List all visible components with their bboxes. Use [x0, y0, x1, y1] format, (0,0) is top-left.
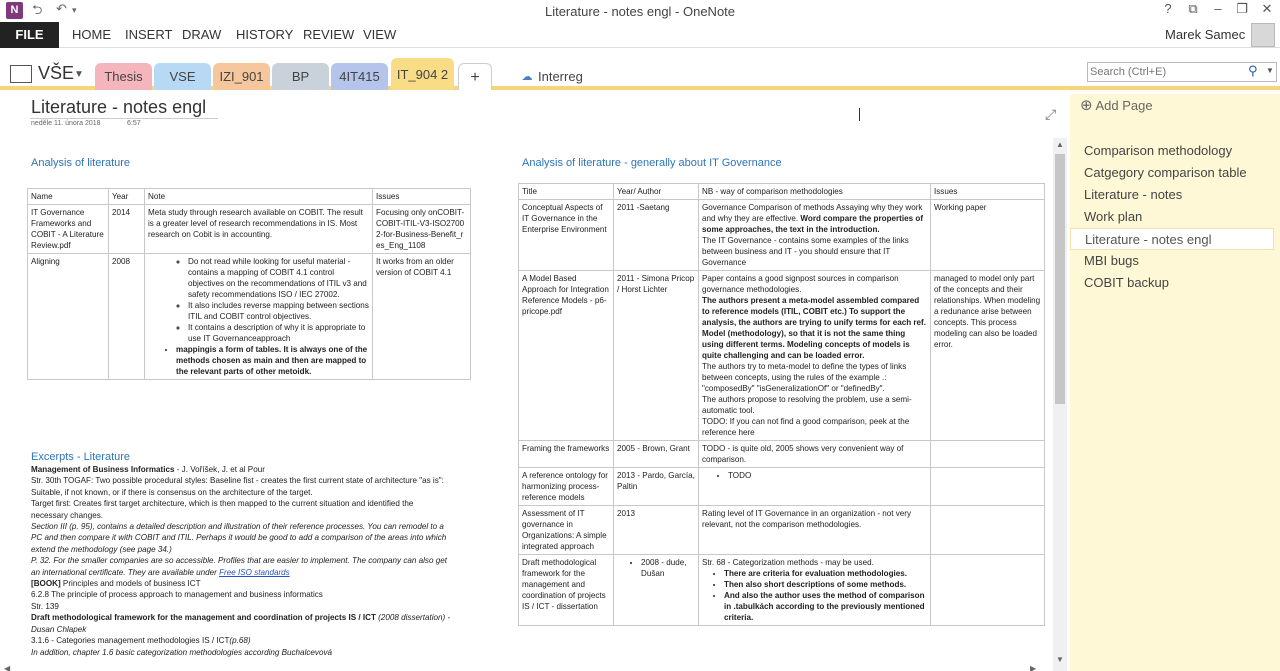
table-row [519, 200, 1045, 271]
excerpt-line[interactable]: Str. 139 [31, 601, 59, 611]
cell-nb[interactable]: TODO - is quite old, 2005 shows very convenient way of comparison. [699, 441, 931, 468]
excerpt-line[interactable] [31, 612, 451, 635]
dissertation-author: (2008 dissertation) - Dusan Chlapek [31, 613, 451, 634]
table-header-row [519, 184, 1045, 200]
cell-year-author[interactable]: 2013 [614, 506, 699, 555]
nb-list [724, 568, 927, 623]
excerpt-line[interactable] [31, 555, 451, 578]
excerpt-line[interactable]: Target first: Creates first target architecture, which is then mapped to the current situation and identified the necessary changes. [31, 499, 414, 520]
chevron-down-icon[interactable]: ▼ [74, 69, 84, 80]
quick-access-dropdown-icon[interactable]: ▾ [72, 5, 77, 15]
dissertation-title: Draft methodological framework for the management and coordination of projects IS / ICT [31, 613, 376, 623]
scroll-up-icon[interactable]: ▲ [1056, 140, 1064, 149]
header-year[interactable]: Year [109, 189, 145, 205]
cell-issues[interactable]: Focusing only onCOBIT-COBIT-ITIL-V3-ISO27002-for-Business-Benefit_res_Eng_1108 [373, 205, 471, 254]
scroll-down-icon[interactable]: ▼ [1056, 655, 1064, 664]
search-box[interactable] [1087, 62, 1277, 82]
table-row [28, 254, 471, 380]
cell-issues[interactable]: Working paper [931, 200, 1045, 271]
page-item-work-plan[interactable]: Work plan [1084, 209, 1143, 224]
table-row [519, 506, 1045, 555]
nb-text: Governance Comparison of methods Assaying why they work and why they are effective. [702, 203, 923, 223]
table-row [519, 555, 1045, 626]
sub-list [188, 256, 369, 344]
add-page-label: Add Page [1095, 98, 1153, 113]
cell-title[interactable]: Conceptual Aspects of IT Governance in the Enterprise Environment [519, 200, 614, 271]
restore-button[interactable]: ❐ [1236, 1, 1248, 16]
notebook-bar [0, 48, 1280, 90]
tab-section-vse[interactable]: VSE [154, 63, 211, 90]
table-row [519, 441, 1045, 468]
list-item[interactable]: ◦ It contains a description of why it is appropriate to use IT Governanceapproach [188, 322, 369, 344]
cell-issues[interactable]: managed to model only part of the concepts and their relationships. When modeling a redunance arise between concepts. This process modeling can also be loaded error. [931, 271, 1045, 441]
cell-year[interactable]: 2014 [109, 205, 145, 254]
list-item[interactable]: • And also the author uses the method of comparison in .tabulkách according to the previously mentioned criteria. [724, 590, 927, 623]
excerpt-text: 3.1.6 - Categories management methodologies IS / ICT [31, 636, 230, 646]
tab-section-interreg[interactable]: Interreg [538, 69, 583, 84]
nb-text-bold: The authors present a meta-model assembled compared to reference models (ITIL, COBIT etc.) To support the analysis, the authors are trying to unify terms for each ref. Model (methodology), so that it is not the same thing using different terms. Modeling concepts of models is quite challenging and can be loaded error. [702, 296, 926, 360]
tab-section-it904[interactable]: IT_904 2 [391, 58, 454, 90]
tab-review[interactable]: REVIEW [303, 27, 355, 42]
list-item [162, 256, 369, 344]
text-cursor [859, 108, 860, 121]
header-year-author[interactable]: Year/ Author [614, 184, 699, 200]
onenote-app-icon: N [6, 2, 23, 19]
cell-year[interactable]: 2008 [109, 254, 145, 380]
page-item-literature-notes-engl[interactable]: Literature - notes engl [1070, 228, 1274, 250]
title-divider [30, 118, 218, 119]
ribbon-tabs [0, 22, 1280, 48]
tab-draw[interactable]: DRAW [182, 27, 222, 42]
nb-text: Str. 68 - Categorization methods - may be used. [702, 558, 874, 567]
cell-issues[interactable] [931, 506, 1045, 555]
table-row [519, 468, 1045, 506]
minimize-button[interactable]: – [1214, 1, 1222, 16]
scroll-left-icon[interactable]: ◀ [4, 664, 11, 671]
tab-home[interactable]: HOME [72, 27, 111, 42]
back-icon[interactable]: ⮌ [32, 2, 43, 17]
list-item[interactable]: • TODO [728, 470, 927, 481]
tab-section-thesis[interactable]: Thesis [95, 63, 152, 90]
cell-note[interactable] [145, 254, 373, 380]
cell-nb[interactable] [699, 200, 931, 271]
excerpt-line[interactable]: Section III (p. 95), contains a detailed description and illustration of their reference processes. You can remodel to a PC and then compare it with COBIT and ITIL. Perhaps it would be good to add a comparison of the areas into which extend the methodology (see page 34.) [31, 522, 447, 554]
header-title[interactable]: Title [519, 184, 614, 200]
page-content[interactable] [0, 94, 1070, 671]
scroll-right-icon[interactable]: ▶ [1030, 664, 1037, 671]
cell-issues[interactable] [931, 441, 1045, 468]
table-row [28, 205, 471, 254]
page-item-cobit-backup[interactable]: COBIT backup [1084, 275, 1170, 290]
cell-note[interactable]: Meta study through research available on COBIT. The result is a greater level of research recommendations in IS. Most research on Cobit is in accounting. [145, 205, 373, 254]
list-item[interactable]: • Then also short descriptions of some methods. [724, 579, 927, 590]
cell-year-author[interactable]: 2013 - Pardo, García, Paltin [614, 468, 699, 506]
header-name[interactable]: Name [28, 189, 109, 205]
full-page-view-icon[interactable]: ⤢ [1045, 106, 1057, 122]
excerpt-line[interactable] [31, 464, 451, 475]
nb-text: The authors propose to resolving the problem, use a semi-automatic tool. [702, 395, 912, 415]
list-item[interactable]: • There are criteria for evaluation methodologies. [724, 568, 927, 579]
help-button[interactable]: ? [1164, 1, 1172, 16]
literature-table[interactable] [27, 188, 471, 380]
user-name[interactable]: Marek Samec [1165, 27, 1246, 42]
table-header-row [28, 189, 471, 205]
cell-nb[interactable]: Rating level of IT Governance in an organization - not very relevant, not the comparison methodologies. [699, 506, 931, 555]
cell-year-author[interactable] [614, 555, 699, 626]
header-issues[interactable]: Issues [931, 184, 1045, 200]
cell-issues[interactable] [931, 468, 1045, 506]
cell-nb[interactable] [699, 468, 931, 506]
cell-title[interactable]: A Model Based Approach for Integration Reference Models - p6-pricope.pdf [519, 271, 614, 441]
cell-title[interactable]: Framing the frameworks [519, 441, 614, 468]
excerpt-text: Principles and models of business ICT [60, 579, 201, 589]
page-date: neděle 11. února 2018 [31, 120, 101, 127]
cell-title[interactable]: A reference ontology for harmonizing process-reference models [519, 468, 614, 506]
page-time: 6:57 [127, 120, 141, 127]
excerpt-line[interactable] [31, 578, 451, 589]
vertical-scrollbar[interactable] [1053, 138, 1067, 671]
title-bar [0, 0, 1280, 22]
page-item-comparison-methodology[interactable]: Comparison methodology [1084, 143, 1233, 158]
search-scope-dropdown-icon[interactable]: ▼ [1266, 66, 1274, 75]
excerpt-line[interactable]: 6.2.8 The principle of process approach to management and business informatics [31, 590, 323, 600]
tab-history[interactable]: HISTORY [236, 27, 294, 42]
nb-text: The IT Governance - contains some examples of the links between business and IT - you should ensure that IT Governance [702, 236, 909, 267]
cloud-icon: ☁ [521, 71, 533, 83]
search-icon[interactable]: ⚲ [1248, 63, 1258, 78]
free-iso-standards-link[interactable]: Free ISO standards [219, 567, 290, 577]
book-title: Management of Business Informatics [31, 465, 175, 474]
author-list [641, 557, 695, 579]
book-authors: - J. Voříšek, J. et al Pour [174, 465, 265, 474]
cell-nb[interactable] [699, 271, 931, 441]
nb-text: TODO: If you can not find a good comparison, peek at the reference here [702, 417, 910, 437]
tab-section-4it415[interactable]: 4IT415 [331, 63, 388, 90]
notebook-name[interactable]: VŠE [38, 63, 75, 83]
user-avatar[interactable] [1251, 23, 1275, 47]
list-item[interactable]: ◦ It also includes reverse mapping between sections ITIL and COBIT control objectives. [188, 300, 369, 322]
nb-list [728, 470, 927, 481]
excerpt-page-ref: (p.68) [229, 636, 251, 646]
excerpt-line[interactable] [31, 635, 451, 646]
pages-panel [1070, 94, 1280, 671]
tab-section-bp[interactable]: BP [272, 63, 329, 90]
list-item[interactable]: ◦ Do not read while looking for useful material - contains a mapping of COBIT 4.1 control objectives on the recommendations of ITIL v3 and safety recommendations ISO / IEC 27002. [188, 256, 369, 300]
cell-year-author[interactable]: 2005 - Brown, Grant [614, 441, 699, 468]
cell-nb[interactable] [699, 555, 931, 626]
left-heading[interactable]: Analysis of literature [31, 157, 131, 169]
cell-year-author[interactable]: 2011 - Simona Pricop / Horst Lichter [614, 271, 699, 441]
add-page-button[interactable] [1080, 96, 1153, 114]
add-icon: ⊕ [1080, 97, 1093, 114]
header-issues[interactable]: Issues [373, 189, 471, 205]
excerpt-line[interactable]: In addition, chapter 1.6 basic categorization methodologies according Buchalcevová [31, 647, 333, 657]
excerpts-block[interactable] [31, 450, 451, 658]
cell-issues[interactable]: It works from an older version of COBIT 4.1 [373, 254, 471, 380]
notebook-icon[interactable] [10, 65, 32, 83]
ribbon-display-options-icon[interactable]: ⧉ [1188, 1, 1198, 16]
page-item-mbi-bugs[interactable]: MBI bugs [1084, 253, 1139, 268]
table-row [519, 271, 1045, 441]
tab-insert[interactable]: INSERT [125, 27, 173, 42]
list-item[interactable]: • 2008 - dude, Dušan [641, 557, 695, 579]
header-nb[interactable]: NB - way of comparison methodologies [699, 184, 931, 200]
cell-name[interactable]: IT Governance Frameworks and COBIT - A Literature Review.pdf [28, 205, 109, 254]
close-button[interactable]: ✕ [1261, 1, 1273, 16]
page-title[interactable]: Literature - notes engl [31, 97, 207, 117]
note-list [162, 256, 369, 377]
search-input[interactable] [1090, 64, 1240, 80]
governance-table[interactable] [518, 183, 1045, 626]
tab-view[interactable]: VIEW [363, 27, 397, 42]
cell-name[interactable]: Aligning [28, 254, 109, 380]
window-title: Literature - notes engl - OneNote [544, 4, 736, 19]
nb-text-bold: Word compare the properties of some approaches, the text in the introduction. [702, 214, 924, 234]
add-section-button[interactable]: + [458, 63, 492, 90]
cell-year-author[interactable]: 2011 -Saetang [614, 200, 699, 271]
page-item-literature-notes[interactable]: Literature - notes [1084, 187, 1183, 202]
header-note[interactable]: Note [145, 189, 373, 205]
cell-title[interactable]: Draft methodological framework for the management and coordination of projects IS / ICT - dissertation [519, 555, 614, 626]
cell-title[interactable]: Assessment of IT governance in Organizations: A simple integrated approach [519, 506, 614, 555]
cell-issues[interactable] [931, 555, 1045, 626]
book-tag: [BOOK] [31, 579, 61, 589]
right-heading[interactable]: Analysis of literature - generally about IT Governance [522, 157, 782, 169]
excerpt-text: P. 32. For the smaller companies are so accessible. Profiles that are easier to implement. The company can also get an international certificate. They are available under [31, 556, 447, 577]
tab-file[interactable]: FILE [0, 22, 59, 48]
nb-text: Paper contains a good signpost sources in comparison governance methodologies. [702, 274, 899, 294]
excerpts-heading[interactable]: Excerpts - Literature [31, 451, 131, 463]
excerpt-line[interactable]: Str. 30th TOGAF: Two possible procedural styles: Baseline fist - creates the first current state of architecture "as is": Suitable, if not known, or if there is consensus on the architecture of the target. [31, 476, 444, 497]
scrollbar-thumb[interactable] [1055, 154, 1065, 404]
tab-section-izi901[interactable]: IZI_901 [213, 63, 270, 90]
list-item[interactable]: • mappingis a form of tables. It is always one of the methods chosen as main and then are mapped to the relevant parts of other metoidk. [176, 344, 369, 377]
nb-text: The authors try to meta-model to define the types of links between concepts, using the rules of the example .: "composedBy" "isGeneralizationOf" or "definedBy". [702, 362, 907, 393]
page-item-category-comparison-table[interactable]: Catgegory comparison table [1084, 165, 1247, 180]
undo-icon[interactable]: ↶ [56, 1, 67, 16]
